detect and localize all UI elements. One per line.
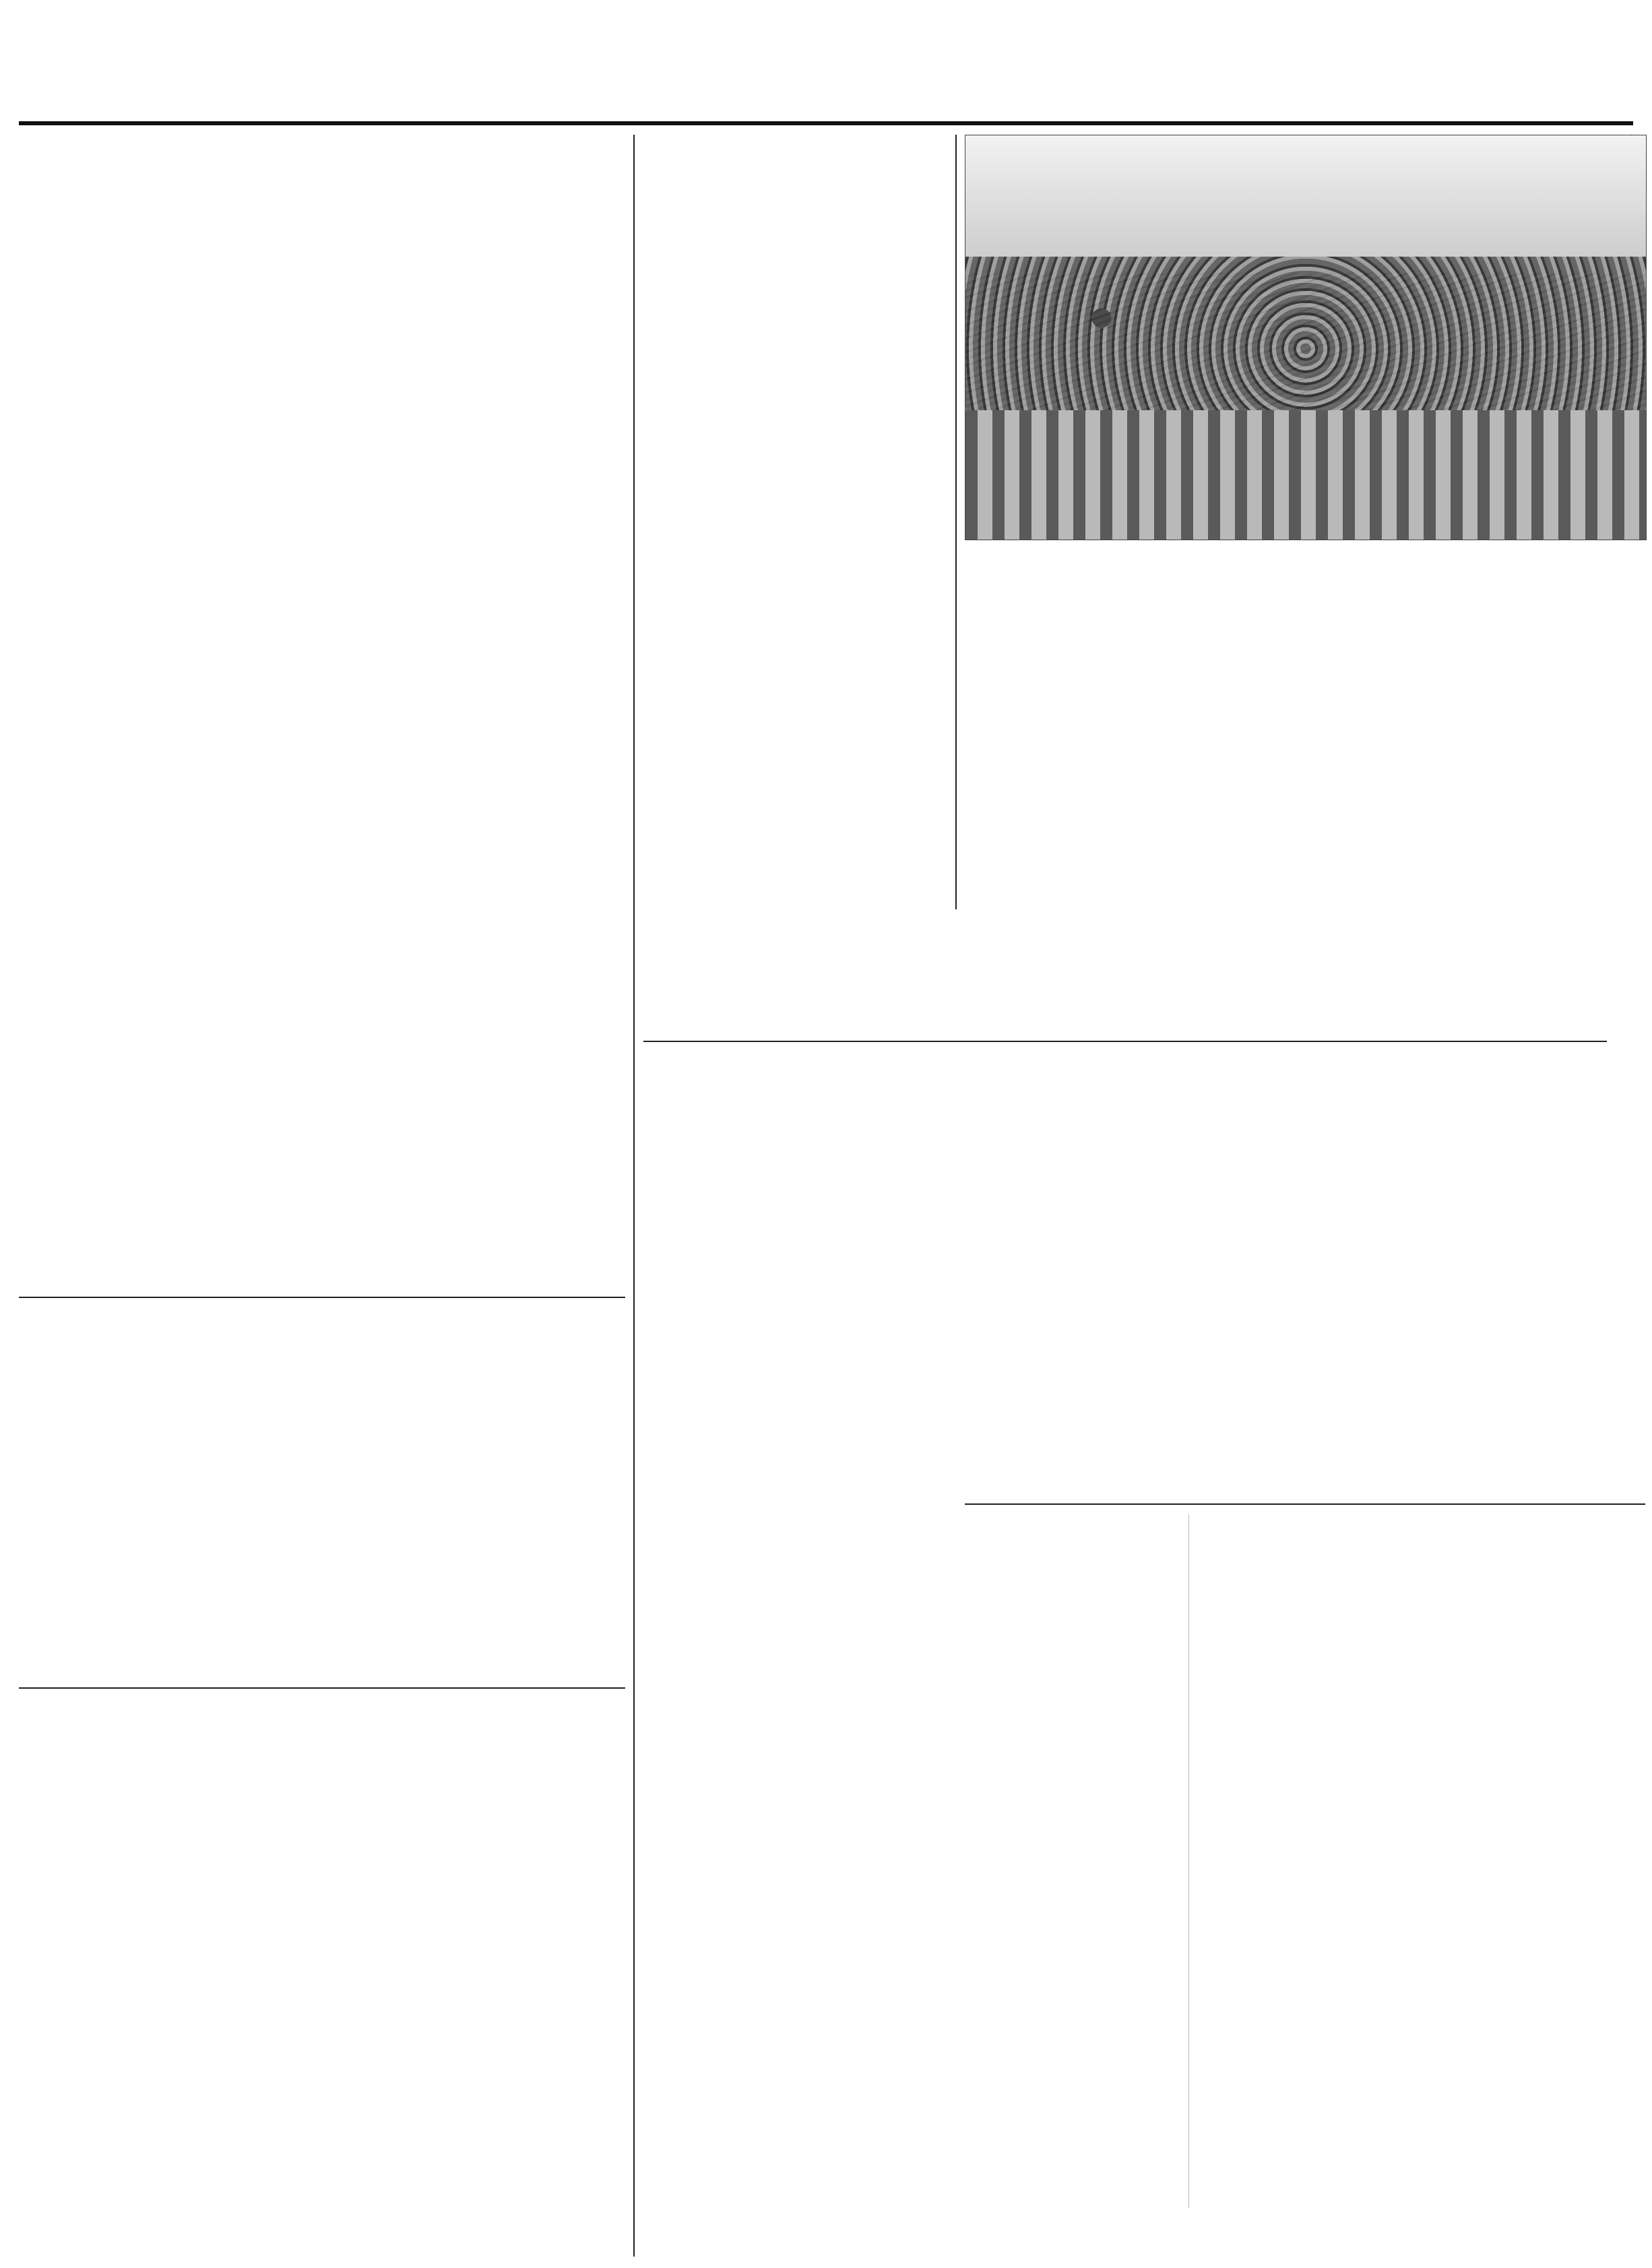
- column-divider: [633, 135, 635, 2257]
- story-body: [19, 1698, 625, 2217]
- photo-railway-track: [965, 410, 1646, 540]
- story-hazra: [643, 1610, 947, 2260]
- section-rule: [19, 1687, 625, 1689]
- story-body: [19, 1307, 625, 1631]
- photo-sky: [965, 135, 1646, 273]
- photo-caption: [965, 552, 1645, 613]
- story-hanif-demand: [19, 1303, 625, 1681]
- column-divider: [955, 135, 957, 909]
- masthead-rule: [19, 121, 1633, 125]
- section-rule: [965, 1503, 1645, 1505]
- story-shooting: [320, 970, 623, 1287]
- story-ward-commissioners: [965, 1510, 1645, 2258]
- story-rickshaw: [19, 431, 309, 781]
- photo-crowd: [965, 257, 1646, 410]
- story-saifur: [19, 788, 309, 1287]
- story-pekua: [643, 135, 947, 472]
- story-body: [965, 651, 1645, 934]
- story-tasks-ahead: [19, 1694, 625, 2260]
- section-rule: [19, 1297, 625, 1298]
- news-photo: [965, 135, 1647, 540]
- story-poor-students: [965, 647, 1645, 1024]
- story-postpoll: [320, 660, 623, 963]
- story-cec: [643, 472, 947, 768]
- section-rule: [643, 1041, 1607, 1042]
- story-body: [965, 1514, 1645, 2208]
- story-world-cup-body: [965, 1095, 1645, 1499]
